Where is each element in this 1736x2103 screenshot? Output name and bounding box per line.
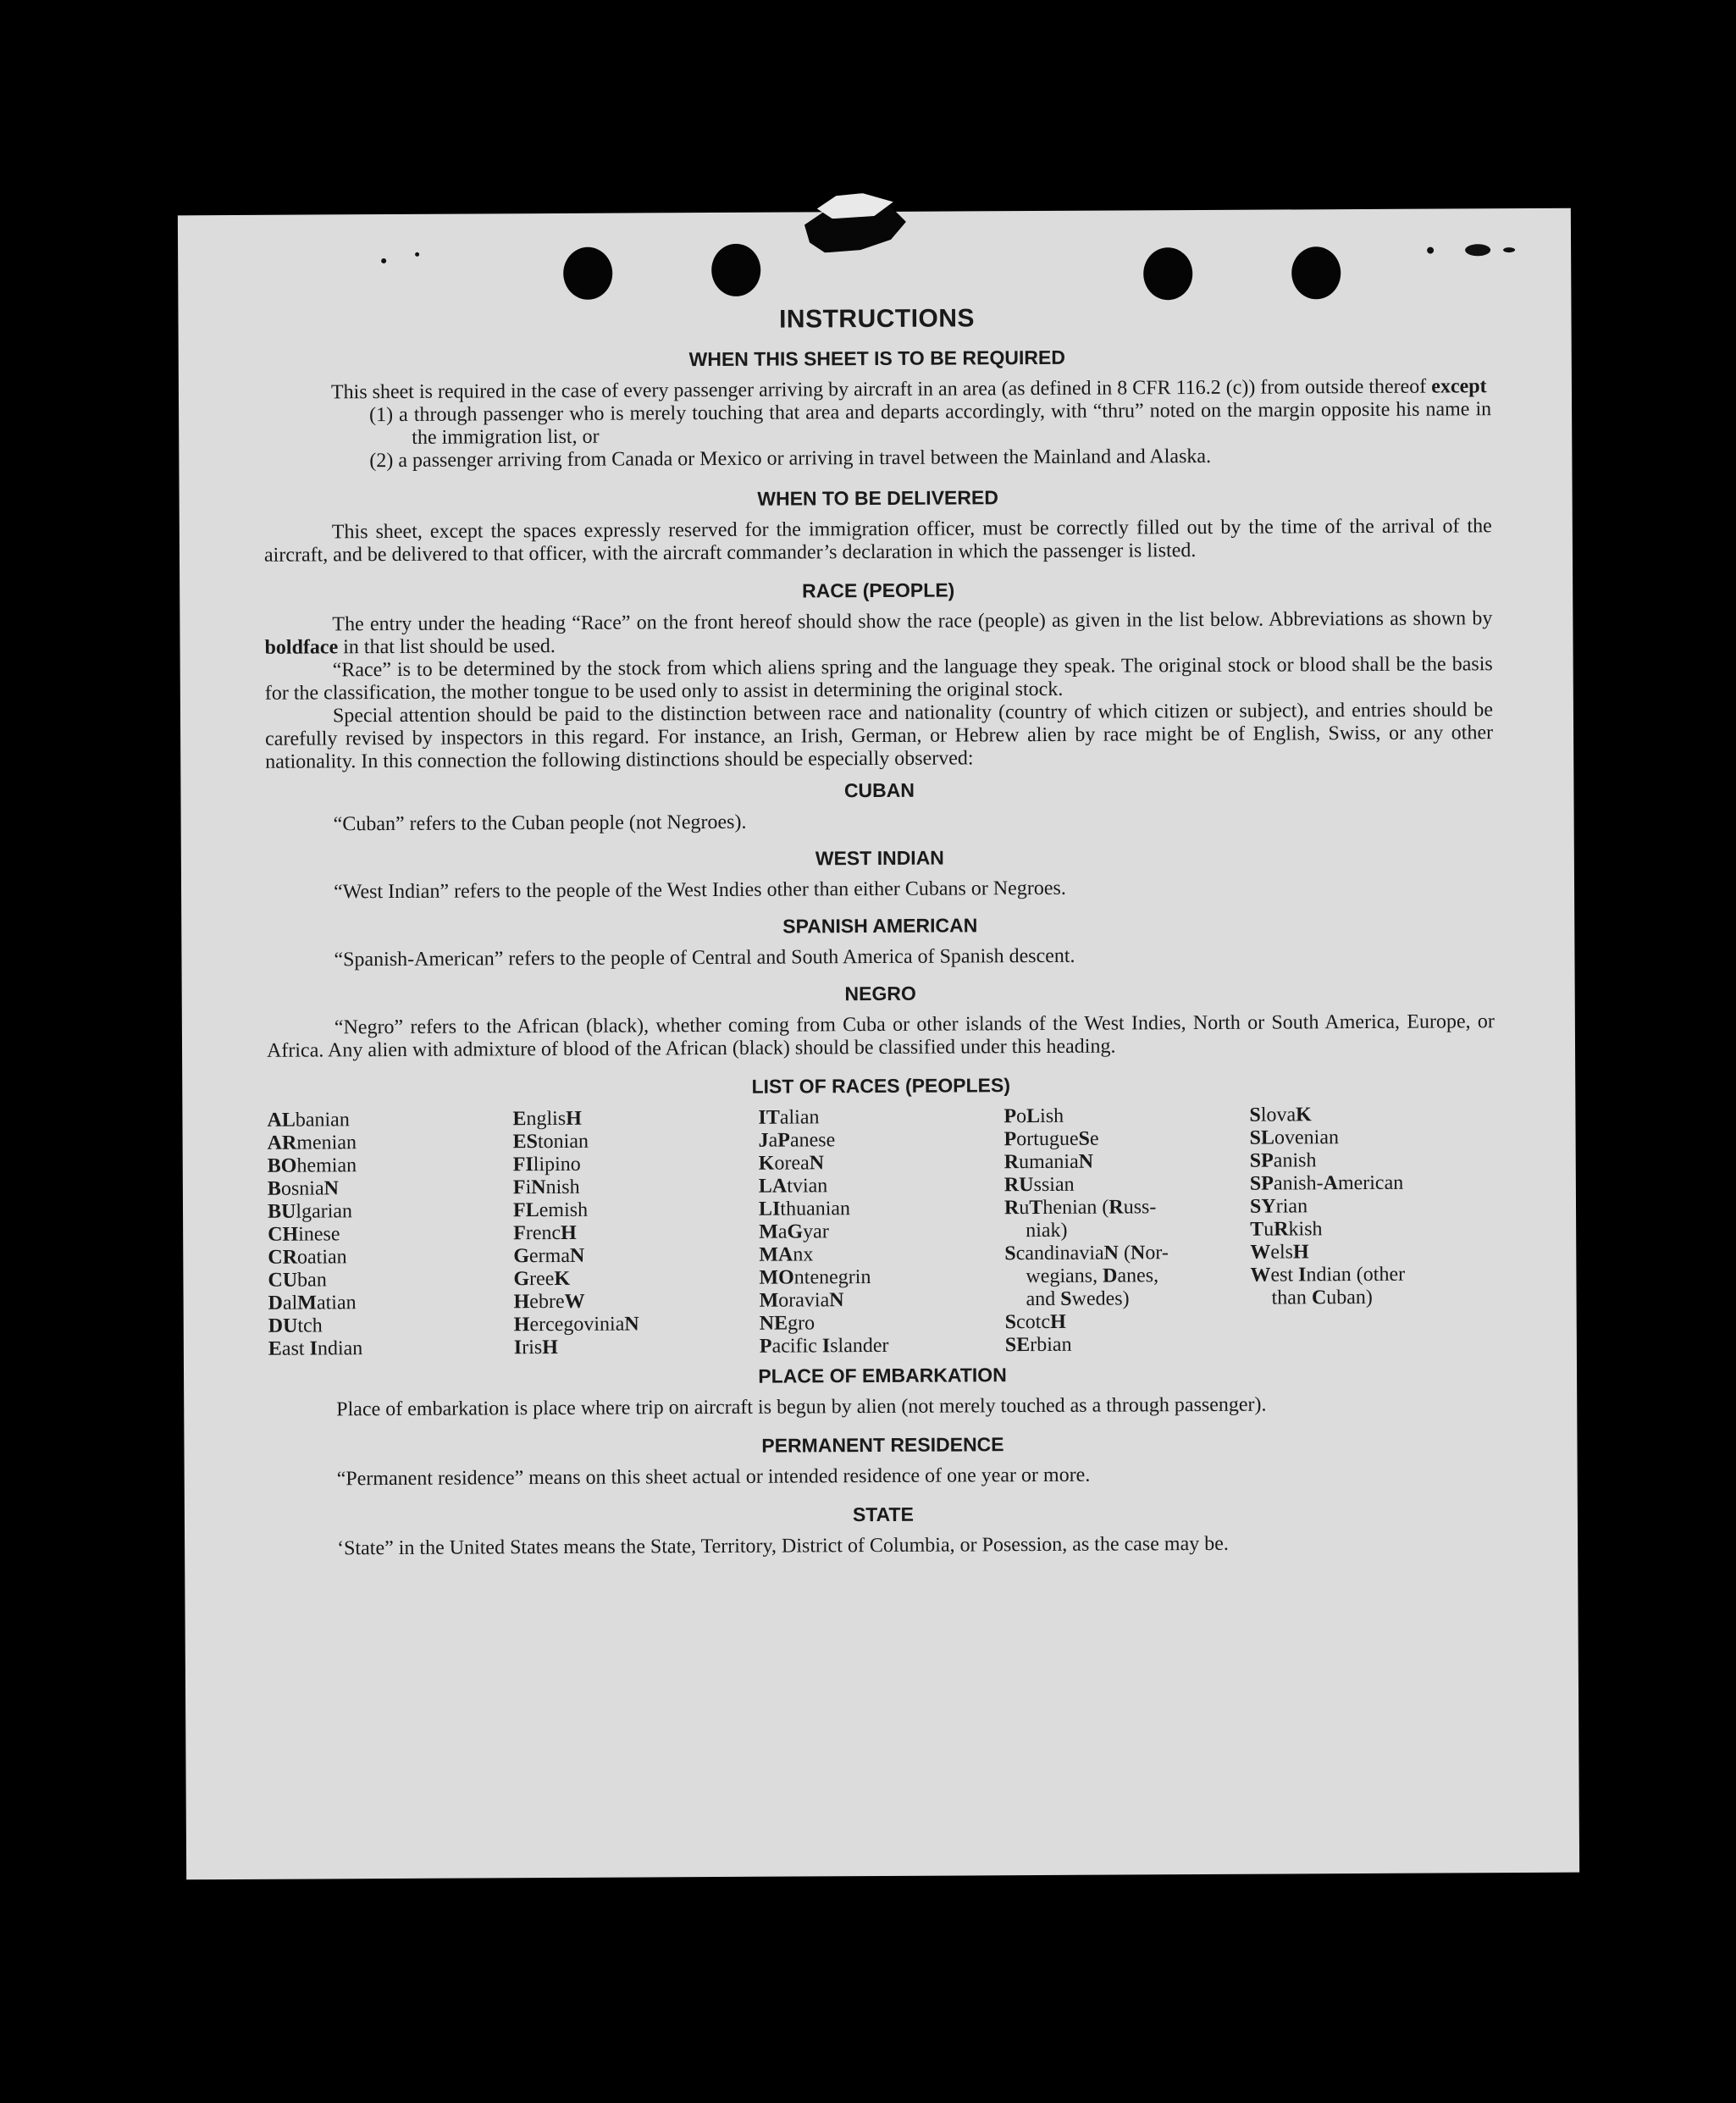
- races-column: [1003, 1104, 1251, 1358]
- speck: [381, 258, 386, 263]
- race-entry: ScotcH: [1004, 1310, 1066, 1334]
- race-p1-a: The entry under the heading “Race” on the front hereof should show the race (people) as given in the list below. Abbreviations as shown by: [332, 607, 1493, 636]
- negro-paragraph: “Negro” refers to the African (black), whether coming from Cuba or other islands of the West Indies, North or South America, Europe, or Africa. Any alien with admixture of blood of the African (black) should be classified under this heading.: [266, 1010, 1495, 1062]
- race-entry: SLovenian: [1249, 1126, 1340, 1149]
- race-entry: FLemish: [512, 1198, 589, 1222]
- races-column: [1249, 1103, 1496, 1356]
- race-paragraph-1: [264, 607, 1492, 660]
- race-entry: MAnx: [759, 1243, 814, 1266]
- race-entry: HercegoviniaN: [513, 1313, 639, 1337]
- required-except: except: [1431, 375, 1487, 398]
- race-entry: SYrian: [1249, 1195, 1308, 1218]
- instructions-content: [263, 302, 1497, 1561]
- race-entry: niak): [1026, 1219, 1068, 1242]
- state-paragraph: ‘State” in the United States means the State, Territory, District of Columbia, or Posession, as the case may be.: [337, 1532, 1229, 1560]
- section-heading-race: RACE (PEOPLE): [802, 578, 955, 602]
- race-entry: SErbian: [1004, 1333, 1072, 1357]
- race-entry: HebreW: [513, 1290, 585, 1314]
- race-entry: FiNnish: [512, 1176, 580, 1199]
- race-entry: SlovaK: [1249, 1104, 1312, 1126]
- race-entry: and Swedes): [1026, 1287, 1130, 1311]
- race-p1-boldface: boldface: [264, 636, 339, 659]
- race-entry: FrencH: [513, 1221, 577, 1245]
- race-entry: wegians, Danes,: [1026, 1265, 1159, 1288]
- west-indian-paragraph: “West Indian” refers to the people of the West Indies other than either Cubans or Negroes.: [333, 877, 1066, 904]
- race-entry: LAtvian: [758, 1175, 828, 1198]
- race-entry: CUban: [268, 1269, 327, 1292]
- page-title: INSTRUCTIONS: [778, 304, 976, 334]
- speck: [415, 252, 419, 257]
- race-entry: RuThenian (Russ-: [1003, 1196, 1157, 1220]
- punch-hole: [1291, 246, 1341, 299]
- embarkation-paragraph: Place of embarkation is place where trip on aircraft is begun by alien (not merely touched as a through passenger).: [336, 1393, 1267, 1421]
- section-heading-west-indian: WEST INDIAN: [815, 846, 944, 870]
- punch-hole: [1143, 247, 1192, 300]
- race-entry: PoLish: [1003, 1104, 1064, 1128]
- required-item-1: (1) a through passenger who is merely touching that area and departs accordingly, with “thru” noted on the margin opposite his name in the immigration list, or: [369, 398, 1492, 449]
- races-column: [512, 1107, 760, 1360]
- race-entry: FIlipino: [512, 1153, 581, 1176]
- race-entry: PortugueSe: [1003, 1127, 1099, 1151]
- speck: [1503, 247, 1515, 252]
- section-heading-delivered: WHEN TO BE DELIVERED: [757, 486, 998, 510]
- section-heading-spanish-american: SPANISH AMERICAN: [782, 914, 978, 938]
- residence-paragraph: “Permanent residence” means on this sheet actual or intended residence of one year or more.: [336, 1464, 1091, 1491]
- section-heading-required: WHEN THIS SHEET IS TO BE REQUIRED: [688, 346, 1065, 371]
- section-heading-list-of-races: LIST OF RACES (PEOPLES): [751, 1074, 1011, 1098]
- section-heading-negro: NEGRO: [844, 982, 916, 1005]
- race-entry: EnglisH: [512, 1107, 582, 1131]
- races-list: [267, 1103, 1496, 1361]
- race-entry: ALbanian: [267, 1109, 350, 1132]
- race-entry: MoraviaN: [759, 1289, 844, 1312]
- race-entry: CHinese: [268, 1223, 340, 1246]
- race-entry: BUlgarian: [267, 1200, 353, 1223]
- race-entry: East Indian: [268, 1337, 363, 1360]
- race-entry: WelsH: [1250, 1241, 1309, 1264]
- required-intro: This sheet is required in the case of every passenger arriving by aircraft in an area (as defined in 8 CFR 116.2 (c)) from outside thereof: [330, 375, 1427, 404]
- race-entry: CRoatian: [268, 1246, 347, 1269]
- delivered-paragraph: This sheet, except the spaces expressly reserved for the immigration officer, must be correctly filled out by the time of the arrival of the aircraft, and be delivered to that officer, with the aircraft commander’s declaration in which the passenger is listed.: [263, 515, 1492, 567]
- race-entry: JaPanese: [758, 1129, 836, 1152]
- document-sheet: [178, 208, 1579, 1880]
- required-item-2: (2) a passenger arriving from Canada or Mexico or arriving in travel between the Mainland and Alaska.: [369, 445, 1212, 473]
- punch-hole: [563, 247, 612, 300]
- section-heading-residence: PERMANENT RESIDENCE: [761, 1433, 1004, 1457]
- race-entry: than Cuban): [1271, 1286, 1373, 1309]
- race-entry: RUssian: [1003, 1173, 1075, 1197]
- race-entry: MOntenegrin: [759, 1266, 871, 1289]
- section-heading-cuban: CUBAN: [843, 778, 915, 802]
- race-entry: TuRkish: [1250, 1218, 1323, 1241]
- race-entry: DUtch: [268, 1314, 323, 1337]
- race-entry: DalMatian: [268, 1292, 357, 1314]
- races-column: [758, 1105, 1005, 1359]
- race-entry: MaGyar: [759, 1220, 829, 1243]
- race-entry: ARmenian: [267, 1132, 357, 1154]
- section-heading-embarkation: PLACE OF EMBARKATION: [758, 1364, 1007, 1387]
- race-paragraph-2: “Race” is to be determined by the stock from which aliens spring and the language they speak. The original stock or blood shall be the basis for the classification, the mother tongue to be used only to assist in determining the original stock.: [264, 653, 1493, 705]
- race-entry: KoreaN: [758, 1152, 825, 1175]
- race-paragraph-3: Special attention should be paid to the distinction between race and nationality (country of which citizen or subject), and entries should be carefully revised by inspectors in this regard. For instance, an Irish, German, or Hebrew alien by race might be of English, Swiss, or any other nationality. In this connection the following distinctions should be especially observed:: [265, 699, 1494, 773]
- race-entry: IrisH: [513, 1336, 558, 1359]
- race-entry: GermaN: [513, 1244, 585, 1268]
- race-entry: NEgro: [759, 1312, 815, 1335]
- race-entry: LIthuanian: [758, 1198, 851, 1220]
- races-column: [267, 1108, 514, 1361]
- race-entry: Pacific Islander: [759, 1334, 889, 1358]
- speck: [1427, 247, 1434, 254]
- race-entry: West Indian (other: [1250, 1263, 1406, 1287]
- section-heading-state: STATE: [852, 1503, 914, 1526]
- race-entry: ScandinaviaN (Nor-: [1004, 1242, 1169, 1265]
- spanish-american-paragraph: “Spanish-American” refers to the people of Central and South America of Spanish descent.: [334, 944, 1075, 971]
- race-entry: SPanish: [1249, 1149, 1317, 1172]
- race-p1-b: in that list should be used.: [343, 634, 556, 659]
- race-entry: GreeK: [513, 1267, 571, 1291]
- race-entry: ITalian: [758, 1106, 820, 1129]
- race-entry: SPanish-American: [1249, 1171, 1404, 1195]
- race-entry: BosniaN: [267, 1177, 339, 1200]
- cuban-paragraph: “Cuban” refers to the Cuban people (not Negroes).: [333, 811, 747, 836]
- race-entry: RumaniaN: [1003, 1150, 1094, 1174]
- race-entry: BOhemian: [267, 1154, 357, 1177]
- punch-hole: [711, 244, 760, 296]
- speck: [1465, 244, 1490, 256]
- race-entry: EStonian: [512, 1130, 589, 1154]
